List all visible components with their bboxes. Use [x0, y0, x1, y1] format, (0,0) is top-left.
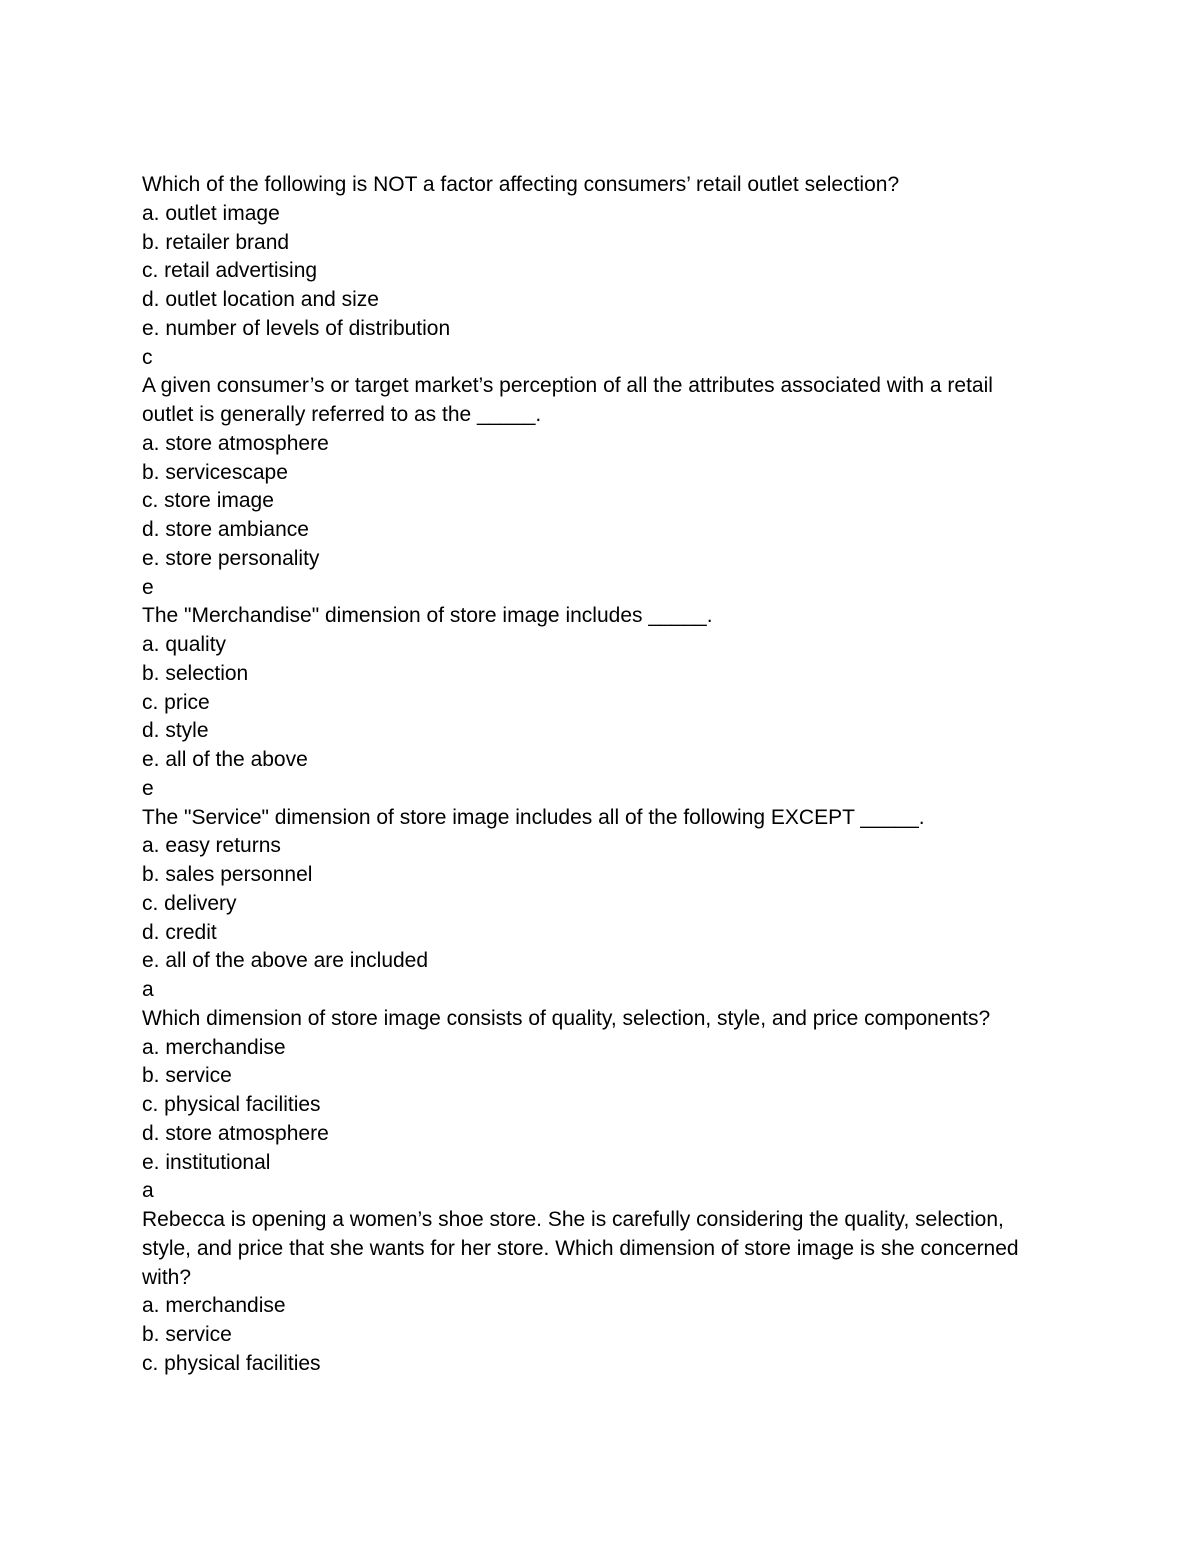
- question-3-option-a: a. quality: [142, 633, 227, 656]
- question-1-text: Which of the following is NOT a factor affecting consumers’ retail outlet selection?: [142, 173, 900, 196]
- question-2-option-a: a. store atmosphere: [142, 431, 329, 455]
- question-3-option-e: e. all of the above: [142, 748, 308, 771]
- question-6-option-b: b. service: [142, 1323, 232, 1346]
- question-6-option-c: c. physical facilities: [142, 1351, 321, 1375]
- question-3-option-d: d. style: [142, 719, 209, 743]
- question-1-option-c: c. retail advertising: [142, 259, 318, 283]
- question-5-option-c: c. physical facilities: [142, 1093, 321, 1116]
- question-1-option-a: a. outlet image: [142, 201, 280, 225]
- question-2-text-line-2: outlet is generally referred to as the _____.: [142, 403, 542, 426]
- question-2-option-d: d. store ambiance: [142, 518, 309, 541]
- document-body: [142, 171, 1062, 1379]
- question-5-option-d: d. store atmosphere: [142, 1121, 329, 1145]
- question-4-option-b: b. sales personnel: [142, 863, 313, 886]
- question-5-option-a: a. merchandise: [142, 1035, 286, 1059]
- question-6-text-line-3: with?: [142, 1265, 192, 1289]
- question-2-text-line-1: A given consumer’s or target market’s perception of all the attributes associated with a retail: [142, 374, 993, 398]
- question-5-option-b: b. service: [142, 1064, 232, 1088]
- question-4-answer: a: [142, 978, 154, 1001]
- question-2-option-e: e. store personality: [142, 546, 320, 570]
- question-3-text: The "Merchandise" dimension of store image includes _____.: [142, 604, 713, 628]
- question-2-option-b: b. servicescape: [142, 460, 288, 484]
- question-3-answer: e: [142, 776, 154, 800]
- question-5-text: Which dimension of store image consists of quality, selection, style, and price components?: [142, 1006, 991, 1030]
- question-5-option-e: e. institutional: [142, 1150, 271, 1174]
- question-4-option-e: e. all of the above are included: [142, 949, 429, 973]
- question-1-answer: c: [142, 345, 153, 369]
- question-3-option-c: c. price: [142, 690, 210, 714]
- question-2-answer: e: [142, 575, 154, 599]
- question-6-text-line-2: style, and price that she wants for her store. Which dimension of store image is she concerned: [142, 1236, 1019, 1260]
- question-3-option-b: b. selection: [142, 661, 249, 685]
- question-6-text-line-1: Rebecca is opening a women’s shoe store. She is carefully considering the quality, selection,: [142, 1208, 1004, 1231]
- question-4-option-c: c. delivery: [142, 891, 237, 915]
- question-1-option-d: d. outlet location and size: [142, 288, 379, 311]
- question-4-option-a: a. easy returns: [142, 834, 281, 858]
- question-6-option-a: a. merchandise: [142, 1294, 286, 1318]
- question-4-text: The "Service" dimension of store image includes all of the following EXCEPT _____.: [142, 805, 925, 829]
- question-1-option-b: b. retailer brand: [142, 230, 290, 254]
- question-4-option-d: d. credit: [142, 920, 217, 944]
- question-5-answer: a: [142, 1179, 154, 1203]
- question-2-option-c: c. store image: [142, 489, 274, 513]
- question-1-option-e: e. number of levels of distribution: [142, 316, 451, 340]
